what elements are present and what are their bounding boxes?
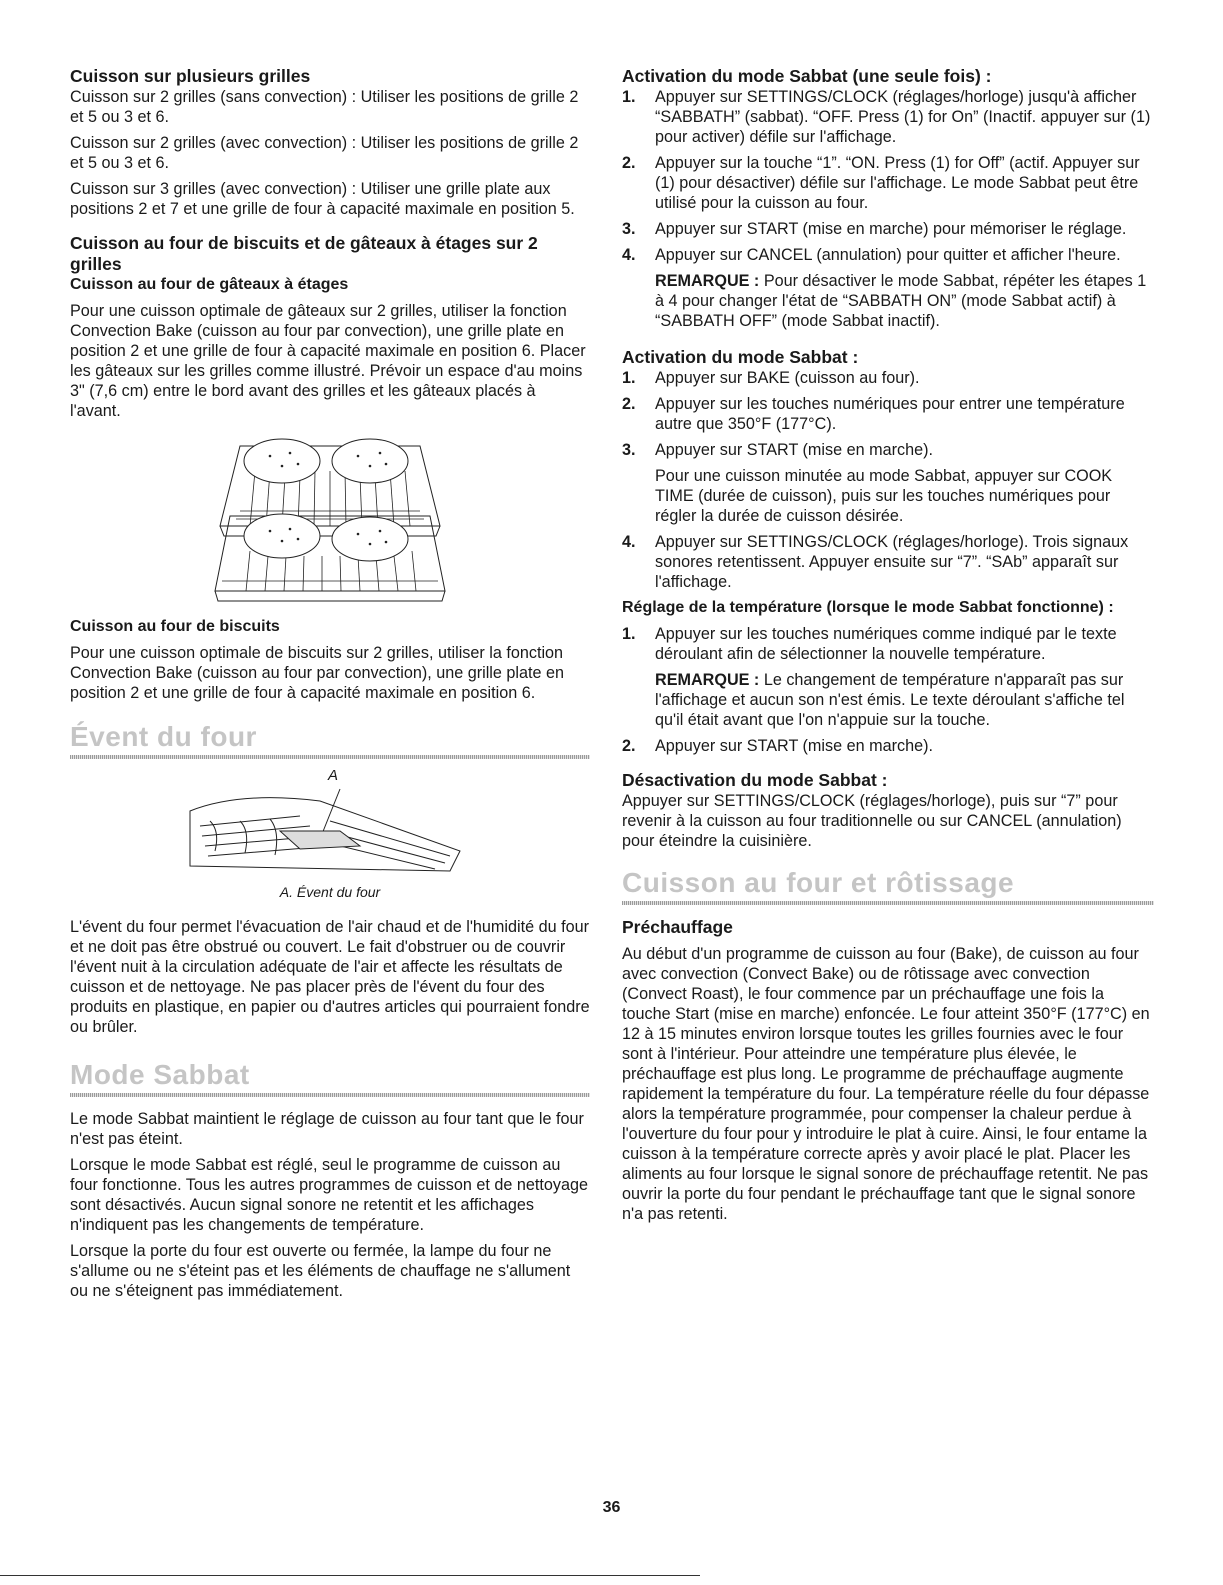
footer-rule bbox=[0, 1575, 700, 1576]
right-column bbox=[622, 66, 1154, 1230]
cakes-subheading: Cuisson au four de gâteaux à étages bbox=[70, 276, 349, 293]
section-rule bbox=[70, 1093, 590, 1097]
sabbath-activate-steps-cont bbox=[622, 532, 1154, 592]
sabbath-text-1: Le mode Sabbat maintient le réglage de cuisson au four tant que le four n'est pas éteint. bbox=[70, 1110, 584, 1148]
sabbath-once-heading: Activation du mode Sabbat (une seule fois) : bbox=[622, 66, 992, 86]
vent-figure-label: A bbox=[328, 767, 339, 784]
list-item: 2. Appuyer sur les touches numériques pour entrer une température autre que 350°F (177°C). bbox=[622, 395, 1125, 433]
sabbath-deactivate-text: Appuyer sur SETTINGS/CLOCK (réglages/horloge), puis sur “7” pour revenir à la cuisson au four traditionnelle ou sur CANCEL (annulation) pour éteindre la cuisinière. bbox=[622, 792, 1122, 850]
oven-vent-figure bbox=[180, 767, 480, 881]
oven-vent-illustration bbox=[180, 771, 480, 881]
vent-text: L'évent du four permet l'évacuation de l'air chaud et de l'humidité du four et ne doit pas être obstrué ou couvert. Le fait d'obstruer ou de couvrir l'évent nuit à la circulation adéquate de l'air et affecte les résultats de cuisson et de nettoyage. Ne pas placer près de l'évent du four des produits en plastique, en papier ou d'autres articles qui pourraient fondre ou brûler. bbox=[70, 918, 590, 1036]
list-item: 1. Appuyer sur BAKE (cuisson au four). bbox=[622, 369, 920, 387]
multi-rack-text-3: Cuisson sur 3 grilles (avec convection) : Utiliser une grille plate aux positions 2 et 7 et une grille de four à capacité maximale en position 5. bbox=[70, 180, 575, 218]
list-item: 4. Appuyer sur SETTINGS/CLOCK (réglages/horloge). Trois signaux sonores retentissent. Appuyer ensuite sur “7”. “SAb” apparaît sur l'affichage. bbox=[622, 533, 1129, 591]
sabbath-activate-heading: Activation du mode Sabbat : bbox=[622, 347, 859, 367]
biscuits-cakes-heading: Cuisson au four de biscuits et de gâteaux à étages sur 2 grilles bbox=[70, 233, 538, 274]
temp-adjust-heading: Réglage de la température (lorsque le mode Sabbat fonctionne) : bbox=[622, 599, 1114, 616]
vent-caption: A. Évent du four bbox=[279, 884, 381, 900]
list-item: 2. Appuyer sur la touche “1”. “ON. Press (1) for Off” (actif. Appuyer sur (1) pour désactiver) défile sur l'affichage. Le mode Sabbat peut être utilisé pour la cuisson au four. bbox=[622, 154, 1140, 212]
preheat-text: Au début d'un programme de cuisson au four (Bake), de cuisson au four avec convection (Convect Bake) ou de rôtissage avec convection (Convect Roast), le four commence par un préchauffage une fois la touche Start (mise en marche) enfoncée. Le four atteint 350°F (177°C) en 12 à 15 minutes environ lorsque toutes les grilles fournies avec le four sont à l'intérieur. Pour atteindre une température plus élevée, le préchauffage est plus long. Le programme de préchauffage augmente rapidement la température du four. La température réelle du four dépasse alors la température programmée, pour compenser la chaleur perdue à l'ouverture du four pour y introduire le plat à cuire. Ainsi, le four entame la cuisson à la température correcte après y avoir placé le plat. Placer les aliments au four lorsque le signal sonore de préchauffage retentit. Ne pas ouvrir la porte du four pendant le préchauffage tant que le signal sonore n'a pas retenti. bbox=[622, 945, 1150, 1223]
list-item: 3. Appuyer sur START (mise en marche) pour mémoriser le réglage. bbox=[622, 220, 1127, 238]
cake-racks-illustration bbox=[210, 431, 450, 611]
sabbath-once-note: REMARQUE : Pour désactiver le mode Sabbat, répéter les étapes 1 à 4 pour changer l'état de “SABBATH ON” (mode Sabbat actif) à “SABBATH OFF” (mode Sabbat inactif). bbox=[655, 272, 1147, 330]
sabbath-activate-steps bbox=[622, 368, 1154, 460]
multi-rack-heading: Cuisson sur plusieurs grilles bbox=[70, 66, 311, 86]
list-item: 1. Appuyer sur les touches numériques comme indiqué par le texte déroulant afin de sélectionner la nouvelle température. bbox=[622, 625, 1117, 663]
list-item: 2. Appuyer sur START (mise en marche). bbox=[622, 737, 933, 755]
section-rule bbox=[70, 755, 590, 759]
timed-cook-note: Pour une cuisson minutée au mode Sabbat, appuyer sur COOK TIME (durée de cuisson), puis sur les touches numériques pour régler la durée de cuisson désirée. bbox=[655, 467, 1113, 525]
sabbath-once-steps bbox=[622, 87, 1154, 265]
biscuits-text: Pour une cuisson optimale de biscuits sur 2 grilles, utiliser la fonction Convection Bake (cuisson au four par convection), une grille plate en position 2 et une grille de four à capacité maximale en position 6. bbox=[70, 644, 565, 702]
list-item: 1. Appuyer sur SETTINGS/CLOCK (réglages/horloge) jusqu'à afficher “SABBATH” (sabbat). “OFF. Press (1) for On” (Inactif. appuyer sur (1) pour activer) défile sur l'affichage. bbox=[622, 88, 1151, 146]
multi-rack-text-2: Cuisson sur 2 grilles (avec convection) : Utiliser les positions de grille 2 et 5 ou 3 et 6. bbox=[70, 134, 579, 172]
oven-vent-heading: Évent du four bbox=[70, 721, 257, 752]
sabbath-text-3: Lorsque la porte du four est ouverte ou fermée, la lampe du four ne s'allume ou ne s'éteint pas et les éléments de chauffage ne s'allument ou ne s'éteignent pas immédiatement. bbox=[70, 1242, 571, 1300]
biscuits-subheading: Cuisson au four de biscuits bbox=[70, 618, 280, 635]
sabbath-text-2: Lorsque le mode Sabbat est réglé, seul le programme de cuisson au four fonctionne. Tous les autres programmes de cuisson et de nettoyage sont désactivés. Aucun signal sonore ne retentit et les affichages n'indiquent pas les changements de température. bbox=[70, 1156, 589, 1234]
list-item: 3. Appuyer sur START (mise en marche). bbox=[622, 441, 933, 459]
bake-roast-heading: Cuisson au four et rôtissage bbox=[622, 867, 1015, 898]
section-rule bbox=[622, 901, 1154, 905]
page-number: 36 bbox=[602, 1499, 621, 1516]
temp-adjust-steps bbox=[622, 624, 1154, 664]
sabbath-deactivate-heading: Désactivation du mode Sabbat : bbox=[622, 770, 888, 790]
temp-adjust-note: REMARQUE : Le changement de température n'apparaît pas sur l'affichage et aucun son n'est émis. Le texte déroulant s'affiche tel qu'il était avant que l'on n'appuie sur la touche. bbox=[655, 671, 1125, 729]
preheat-heading: Préchauffage bbox=[622, 917, 733, 937]
left-column bbox=[70, 66, 590, 1307]
cakes-text: Pour une cuisson optimale de gâteaux sur 2 grilles, utiliser la fonction Convection Bake (cuisson au four par convection), une grille plate en position 2 et une grille de four à capacité maximale en position 6. Placer les gâteaux sur les grilles comme illustré. Prévoir un espace d'au moins 3" (7,6 cm) entre le bord avant des grilles et les gâteaux placés à l'avant. bbox=[70, 302, 586, 420]
temp-adjust-steps-cont bbox=[622, 736, 1154, 756]
list-item: 4. Appuyer sur CANCEL (annulation) pour quitter et afficher l'heure. bbox=[622, 246, 1121, 264]
sabbath-heading: Mode Sabbat bbox=[70, 1059, 250, 1090]
multi-rack-text-1: Cuisson sur 2 grilles (sans convection) : Utiliser les positions de grille 2 et 5 ou 3 et 6. bbox=[70, 88, 579, 126]
